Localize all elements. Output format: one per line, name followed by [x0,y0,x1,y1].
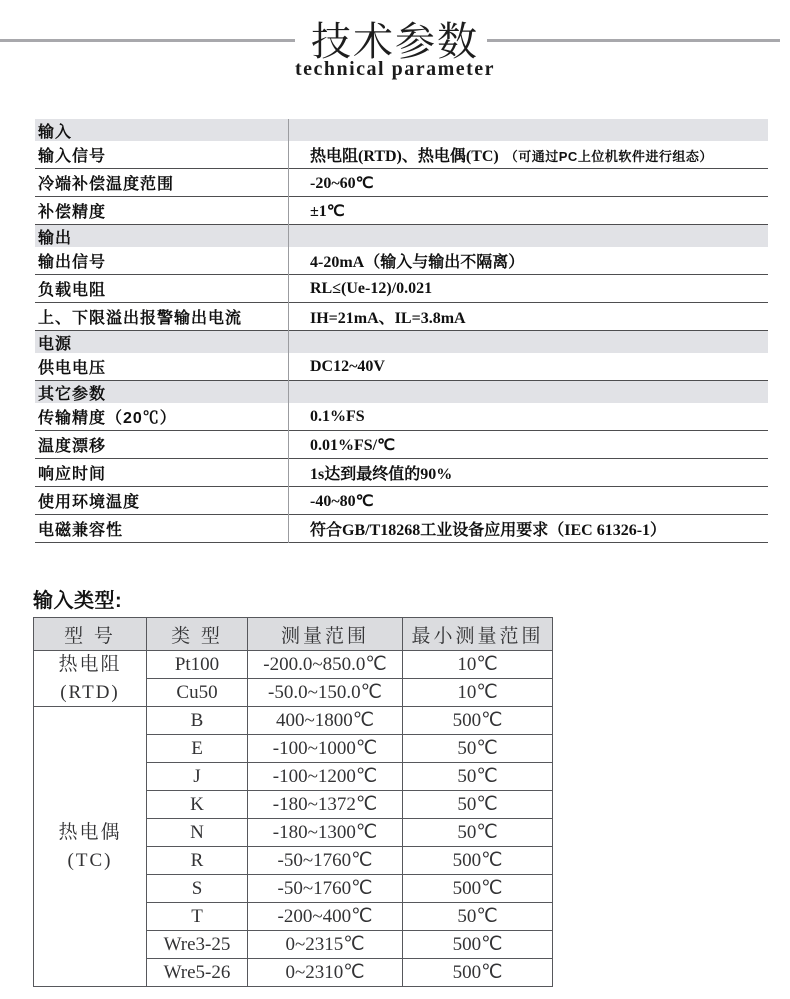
spec-row-emc [35,515,768,543]
min-range-cell: 500℃ [403,875,553,903]
spec-row-load-resistance [35,275,768,303]
spec-label: 传输精度（20℃） [38,410,177,427]
spec-value: IH=21mA、IL=3.8mA [310,310,466,327]
spec-row-alarm-output-current [35,303,768,331]
min-range-cell: 500℃ [403,931,553,959]
column-header-type: 类 型 [147,618,248,651]
type-cell: N [147,819,248,847]
types-header-row [34,618,553,651]
spec-label: 补偿精度 [38,204,107,221]
model-name: 热电阻 [58,654,122,675]
spec-row-transmission-accuracy [35,403,768,431]
spec-value-text: 热电阻(RTD)、热电偶(TC) [310,148,499,165]
input-types-title: 输入类型: [33,590,123,612]
spec-row-supply-voltage [35,353,768,381]
min-range-cell: 10℃ [403,651,553,679]
type-cell: R [147,847,248,875]
range-cell: -50.0~150.0℃ [248,679,403,707]
type-cell: K [147,791,248,819]
range-cell: -50~1760℃ [248,847,403,875]
spec-value [288,143,768,166]
column-header-model: 型 号 [34,618,147,651]
type-cell: Wre5-26 [147,959,248,987]
min-range-cell: 50℃ [403,903,553,931]
type-cell: Wre3-25 [147,931,248,959]
section-header-label: 输出 [38,229,73,247]
range-cell: -200~400℃ [248,903,403,931]
range-cell: 0~2310℃ [248,959,403,987]
range-cell: -100~1000℃ [248,735,403,763]
spec-row-compensation-accuracy [35,197,768,225]
model-abbr: (TC) [67,849,113,871]
section-header-power [35,331,768,353]
spec-row-operating-temperature [35,487,768,515]
spec-label: 供电电压 [38,360,107,377]
range-cell: 0~2315℃ [248,931,403,959]
model-abbr: (RTD) [60,681,120,703]
type-cell: S [147,875,248,903]
spec-value: 符合GB/T18268工业设备应用要求（IEC 61326-1） [310,522,667,539]
spec-value: 0.1%FS [310,407,365,425]
spec-label: 上、下限溢出报警输出电流 [38,310,243,327]
section-header-label: 输入 [38,123,73,141]
range-cell: -180~1372℃ [248,791,403,819]
range-cell: -200.0~850.0℃ [248,651,403,679]
table-row [34,651,553,679]
column-header-range: 测量范围 [248,618,403,651]
section-header-other-params [35,381,768,403]
model-cell-tc [34,707,147,987]
spec-row-temperature-drift [35,431,768,459]
spec-table [35,119,768,543]
min-range-cell: 50℃ [403,735,553,763]
section-header-output [35,225,768,247]
spec-row-cold-junction-range [35,169,768,197]
min-range-cell: 50℃ [403,819,553,847]
spec-value: RL≤(Ue-12)/0.021 [310,279,433,297]
min-range-cell: 500℃ [403,707,553,735]
spec-label: 使用环境温度 [38,494,141,511]
range-cell: -50~1760℃ [248,875,403,903]
page-subtitle: technical parameter [294,58,496,80]
model-cell-rtd [34,651,147,707]
spec-row-input-signal [35,141,768,169]
type-cell: J [147,763,248,791]
min-range-cell: 50℃ [403,791,553,819]
spec-value: 1s达到最终值的90% [310,466,453,483]
spec-label: 电磁兼容性 [38,522,124,539]
spec-label: 冷端补偿温度范围 [38,176,175,193]
page-header [0,0,790,95]
spec-value: 4-20mA（输入与输出不隔离） [310,254,525,271]
model-name: 热电偶 [58,822,122,844]
spec-table-column-divider [288,119,289,543]
section-header-label: 电源 [38,335,73,353]
table-row [34,707,553,735]
min-range-cell: 500℃ [403,847,553,875]
type-cell: B [147,707,248,735]
type-cell: Pt100 [147,651,248,679]
spec-value: DC12~40V [310,357,385,375]
type-cell: E [147,735,248,763]
spec-row-response-time [35,459,768,487]
spec-row-output-signal [35,247,768,275]
spec-label: 输出信号 [38,254,107,271]
range-cell: 400~1800℃ [248,707,403,735]
spec-value: -40~80℃ [310,492,374,510]
input-types-table [33,617,553,987]
spec-value: 0.01%FS/℃ [310,436,396,454]
section-header-label: 其它参数 [38,385,107,403]
min-range-cell: 50℃ [403,763,553,791]
column-header-min-range: 最小测量范围 [403,618,553,651]
range-cell: -100~1200℃ [248,763,403,791]
spec-value-note: （可通过PC上位机软件进行组态） [504,149,713,164]
section-header-input [35,119,768,141]
type-cell: Cu50 [147,679,248,707]
spec-value: -20~60℃ [310,174,374,192]
spec-label: 温度漂移 [38,438,107,455]
type-cell: T [147,903,248,931]
min-range-cell: 500℃ [403,959,553,987]
range-cell: -180~1300℃ [248,819,403,847]
min-range-cell: 10℃ [403,679,553,707]
spec-label: 响应时间 [38,466,107,483]
page-title: 技术参数 [311,20,479,64]
spec-value: ±1℃ [310,202,345,220]
spec-label: 输入信号 [38,148,107,165]
spec-label: 负载电阻 [38,282,107,299]
